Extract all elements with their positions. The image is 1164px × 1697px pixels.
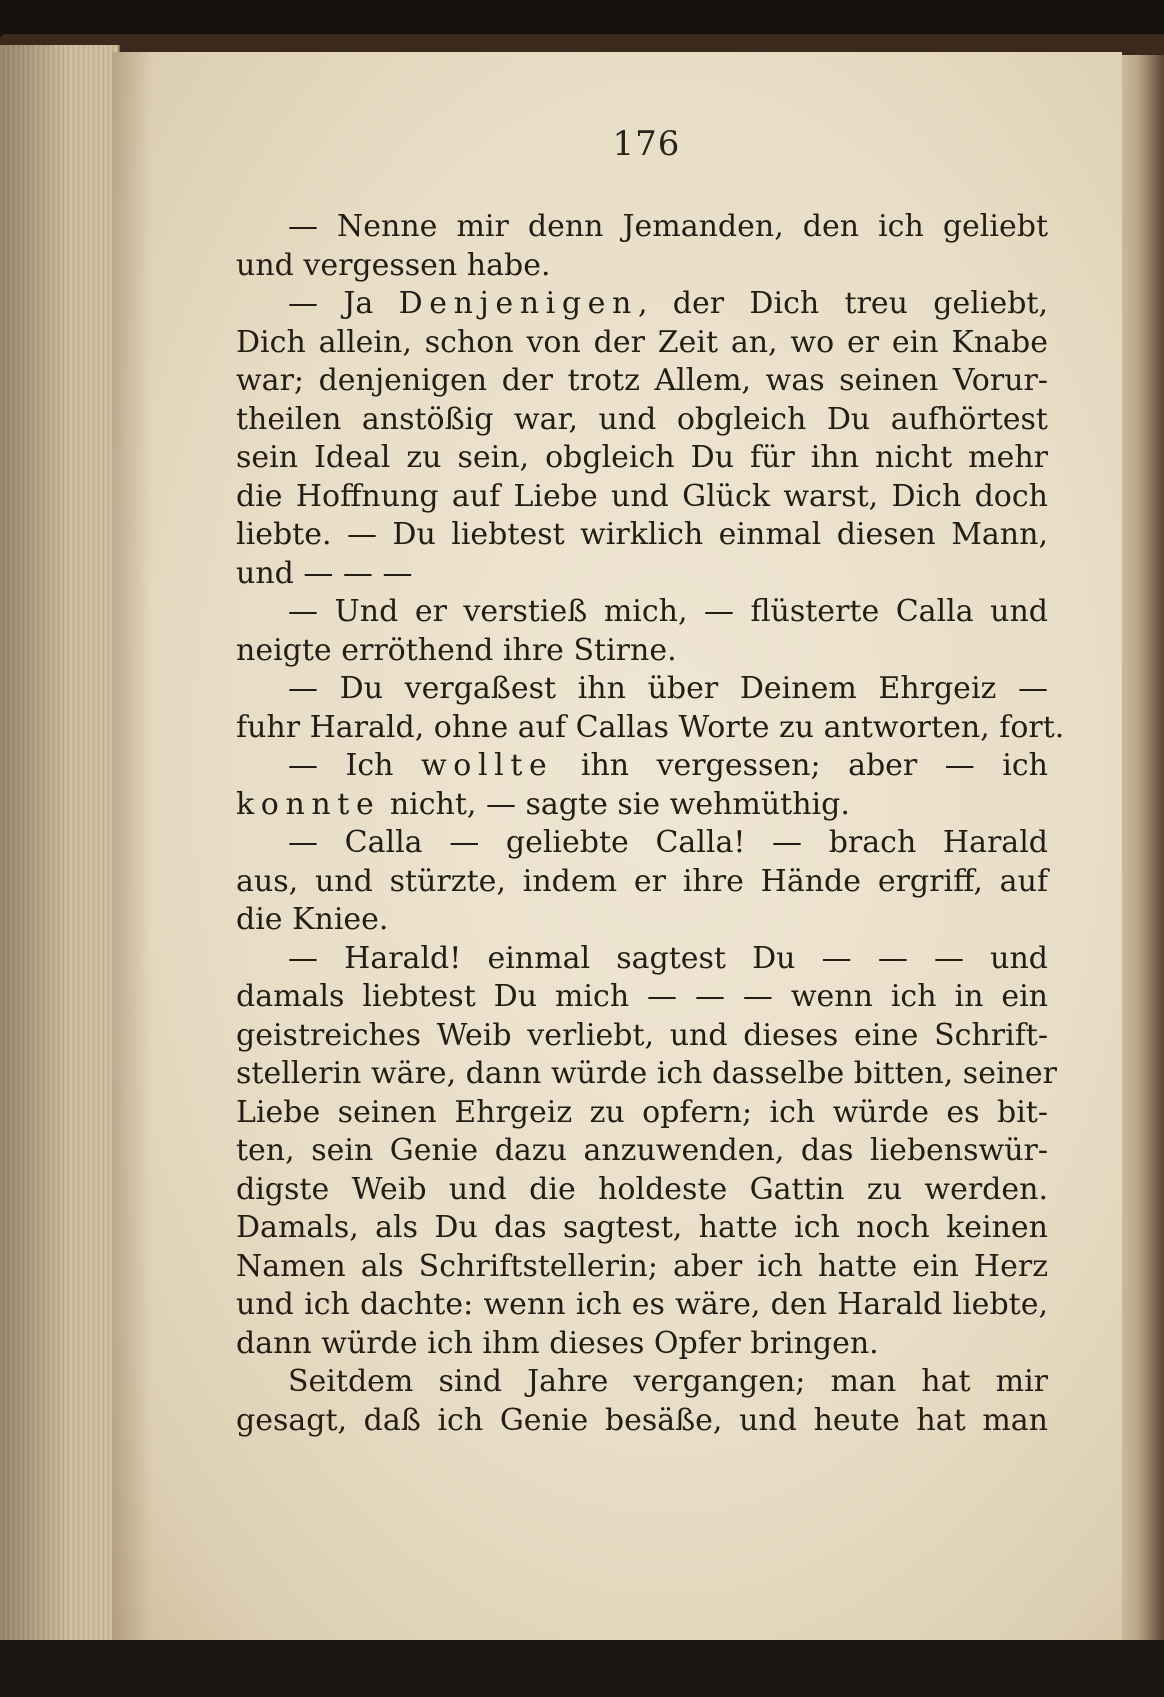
text-line: und ich dachte: wenn ich es wäre, den Harald liebte, [236,1287,1048,1322]
text-segment: nicht, — sagte sie wehmüthig. [380,786,850,822]
emphasized-word: wollte [421,748,554,783]
text-line: — Und er verstieß mich, — flüsterte Calla und [288,594,1048,629]
text-line: ten, sein Genie dazu anzuwenden, das liebenswür- [236,1133,1048,1168]
text-line: die Kniee. [236,902,389,937]
text-line: neigte erröthend ihre Stirne. [236,632,677,668]
text-line: Dich allein, schon von der Zeit an, wo er ein Knabe [236,324,1048,360]
text-line: war; denjenigen der trotz Allem, was seinen Vorur- [236,363,1048,398]
text-line: Liebe seinen Ehrgeiz zu opfern; ich würde es bit- [236,1094,1048,1130]
text-line: Namen als Schriftstellerin; aber ich hatte ein Herz [236,1248,1048,1284]
text-line [236,747,1048,786]
text-segment: ihn vergessen; aber — ich [553,748,1049,783]
text-line: und vergessen habe. [236,247,551,283]
text-line: gesagt, daß ich Genie besäße, und heute hat man [236,1402,1048,1438]
emphasized-word: Denjenigen [398,286,638,321]
text-line: liebte. — Du liebtest wirklich einmal diesen Mann, [236,517,1048,552]
text-line [236,786,1048,825]
text-line: fuhr Harald, ohne auf Callas Worte zu antworten, fort. [236,709,1065,745]
text-line: geistreiches Weib verliebt, und dieses eine Schrift- [236,1017,1048,1053]
text-line: — Calla — geliebte Calla! — brach Harald [288,825,1048,860]
text-line: — Harald! einmal sagtest Du — — — und [288,940,1048,976]
text-line: theilen anstößig war, und obgleich Du aufhörtest [236,401,1048,437]
text-line: damals liebtest Du mich — — — wenn ich in ein [236,979,1048,1014]
text-segment: , der Dich treu geliebt, [637,286,1049,321]
text-line: dann würde ich ihm dieses Opfer bringen. [236,1325,879,1361]
text-line: digste Weib und die holdeste Gattin zu werden. [236,1171,1048,1207]
right-page-edge [1120,55,1164,1640]
text-line: die Hoffnung auf Liebe und Glück warst, Dich doch [236,478,1048,514]
text-line: stellerin wäre, dann würde ich dasselbe bitten, seiner [236,1056,1057,1091]
text-segment: — Ich [288,748,421,783]
page-stack-edge [0,45,120,1640]
scan-background-bottom [0,1640,1164,1697]
text-segment: — Ja [288,286,399,321]
page-number: 176 [612,124,681,164]
text-line: Damals, als Du das sagtest, hatte ich noch keinen [236,1210,1048,1245]
text-line: und — — — [236,555,413,591]
text-line: — Nenne mir denn Jemanden, den ich geliebt [288,209,1048,244]
text-line: Seitdem sind Jahre vergangen; man hat mir [288,1364,1048,1399]
emphasized-word: konnte [236,786,381,822]
page-text [236,208,1065,1440]
text-line [236,285,1048,324]
text-line: aus, und stürzte, indem er ihre Hände ergriff, auf [236,863,1048,899]
text-line: sein Ideal zu sein, obgleich Du für ihn nicht mehr [236,440,1048,475]
text-line: — Du vergaßest ihn über Deinem Ehrgeiz — [288,671,1048,706]
